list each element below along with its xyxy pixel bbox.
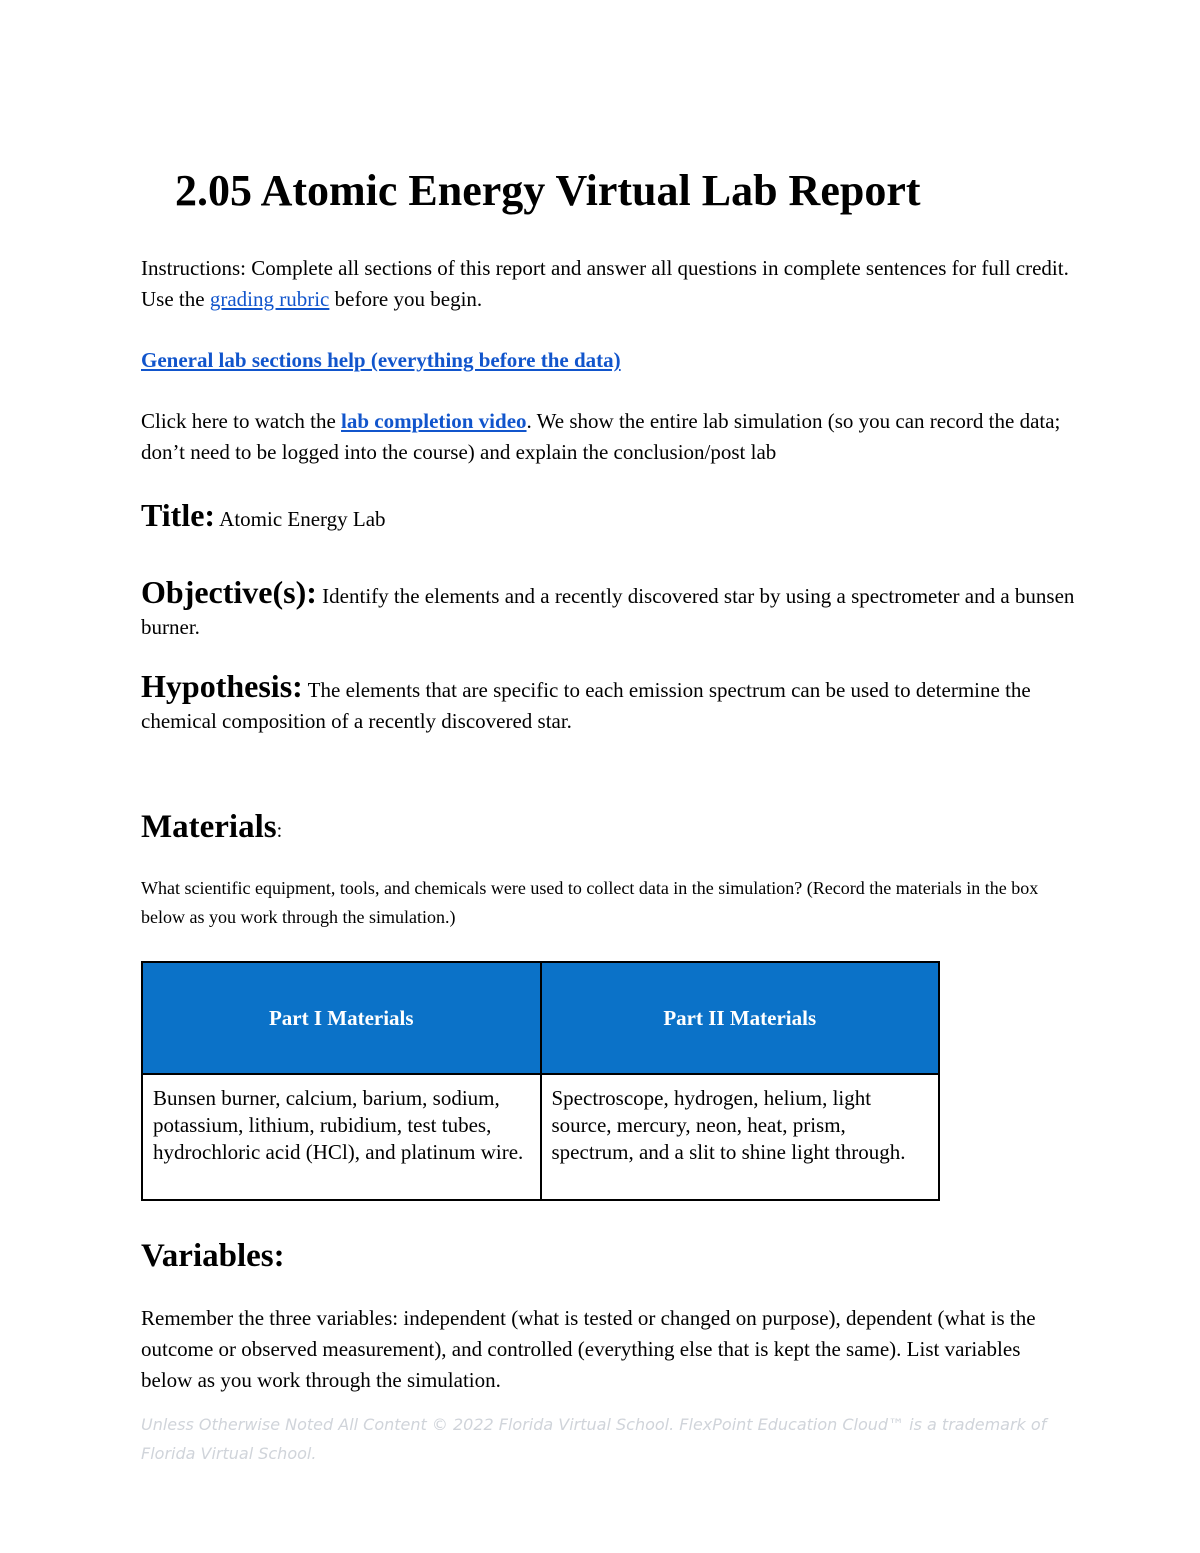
- general-help-paragraph: [141, 345, 1091, 376]
- title-section: [141, 497, 1091, 535]
- materials-heading: [141, 807, 282, 851]
- objective-label: Objective(s):: [141, 574, 317, 610]
- materials-prompt: What scientific equipment, tools, and chemicals were used to collect data in the simulation? (Record the materials in the box below as you work through the simulation.): [141, 878, 1039, 927]
- title-label: Title:: [141, 497, 216, 533]
- instructions-paragraph: [141, 253, 1091, 315]
- instructions-text-end: before you begin.: [329, 287, 483, 311]
- materials-heading-colon: :: [276, 820, 283, 842]
- materials-table-row: [142, 1074, 939, 1200]
- video-paragraph: [141, 406, 1091, 468]
- variables-heading: Variables:: [141, 1238, 285, 1274]
- part-two-materials-cell[interactable]: Spectroscope, hydrogen, helium, light source, mercury, neon, heat, prism, spectrum, and a slit to shine light through.: [541, 1074, 940, 1200]
- general-lab-help-link[interactable]: General lab sections help (everything before the data): [141, 348, 621, 372]
- part-two-materials-header: Part II Materials: [541, 962, 940, 1074]
- hypothesis-section: [141, 668, 1091, 737]
- part-one-materials-cell[interactable]: Bunsen burner, calcium, barium, sodium, potassium, lithium, rubidium, test tubes, hydrochloric acid (HCl), and platinum wire.: [142, 1074, 541, 1200]
- title-value: Atomic Energy Lab: [215, 507, 386, 531]
- objective-section: [141, 574, 1091, 643]
- part-one-materials-header: Part I Materials: [142, 962, 541, 1074]
- grading-rubric-link[interactable]: grading rubric: [209, 287, 330, 311]
- copyright-footer: Unless Otherwise Noted All Content © 2022 Florida Virtual School. FlexPoint Education Cloud™ is a trademark of Florida Virtual School.: [141, 1415, 1047, 1463]
- objective-value: Identify the elements and a recently discovered star by using a spectrometer and a bunsen burner.: [141, 584, 1075, 639]
- video-text: Click here to watch the: [141, 409, 342, 433]
- variables-text: Remember the three variables: independent (what is tested or changed on purpose), dependent (what is the outcome or observed measurement), and controlled (everything else that is kept the same). List variables below as you work through the simulation.: [141, 1306, 1036, 1392]
- hypothesis-label: Hypothesis:: [141, 668, 303, 704]
- instructions-text: Instructions: Complete all sections of this report and answer all questions in complete sentences for full credit. Use the: [141, 256, 1069, 311]
- materials-heading-text: Materials: [141, 809, 277, 845]
- video-text-end: . We show the entire lab simulation (so you can record the data; don’t need to be logged into the course) and explain the conclusion/post lab: [141, 409, 1061, 464]
- document-title: 2.05 Atomic Energy Virtual Lab Report: [175, 166, 921, 215]
- hypothesis-value: The elements that are specific to each emission spectrum can be used to determine the chemical composition of a recently discovered star.: [141, 678, 1031, 733]
- lab-completion-video-link[interactable]: lab completion video: [341, 409, 527, 433]
- materials-table: [141, 961, 940, 1201]
- materials-table-header-row: [142, 962, 939, 1074]
